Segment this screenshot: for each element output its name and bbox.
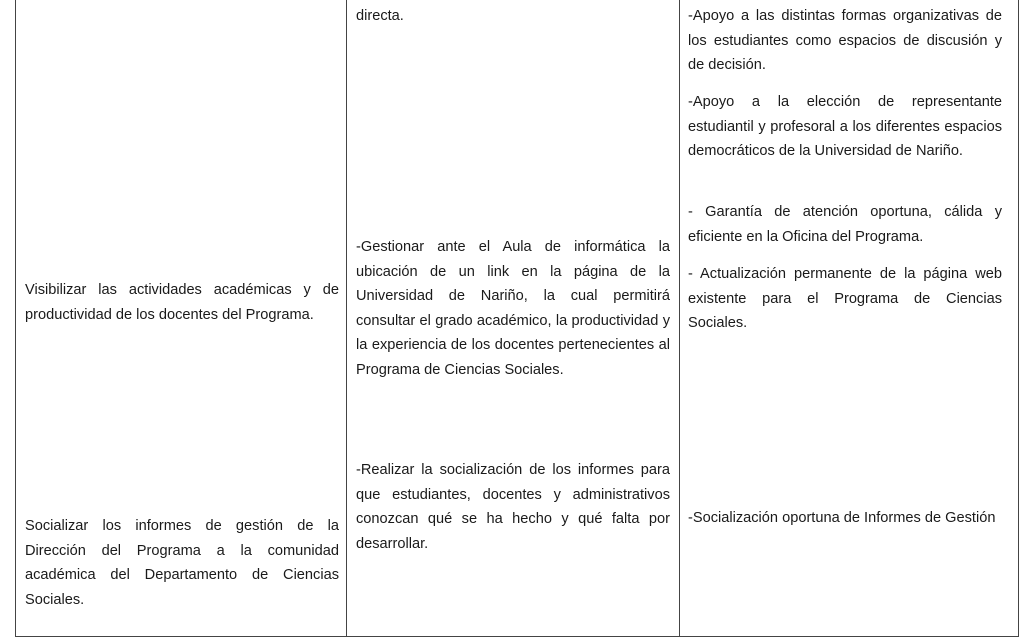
table-cell-action: directa. [356,8,404,24]
table-border-left [15,0,16,637]
table-cell-indicator: -Apoyo a la elección de representante estudiantil y profesoral a los diferentes espacios democráticos de la Universidad de Nariño. [688,94,1002,159]
table-cell-objective: Visibilizar las actividades académicas y de productividad de los docentes del Programa. [25,282,339,323]
table-cell-action: -Gestionar ante el Aula de informática la ubicación de un link en la página de la Universidad de Nariño, la cual permitirá consultar el grado académico, la productividad y la experiencia de los docentes pertenecientes al Programa de Ciencias Sociales. [356,239,670,378]
table-cell-indicator: -Socialización oportuna de Informes de Gestión [688,510,996,526]
table-cell-objective: Socializar los informes de gestión de la Dirección del Programa a la comunidad académica del Departamento de Ciencias Sociales. [25,518,339,608]
table-cell-action: -Realizar la socialización de los informes para que estudiantes, docentes y administrativos conozcan qué se ha hecho y qué falta por desarrollar. [356,462,670,552]
table-border-right [1018,0,1019,637]
table-cell-indicator: - Actualización permanente de la página web existente para el Programa de Ciencias Sociales. [688,266,1002,331]
table-cell-indicator: -Apoyo a las distintas formas organizativas de los estudiantes como espacios de discusión y de decisión. [688,8,1002,73]
column-divider [679,0,680,637]
table-cell-indicator: - Garantía de atención oportuna, cálida y eficiente en la Oficina del Programa. [688,204,1002,245]
table-border-bottom [15,636,1019,637]
column-divider [346,0,347,637]
